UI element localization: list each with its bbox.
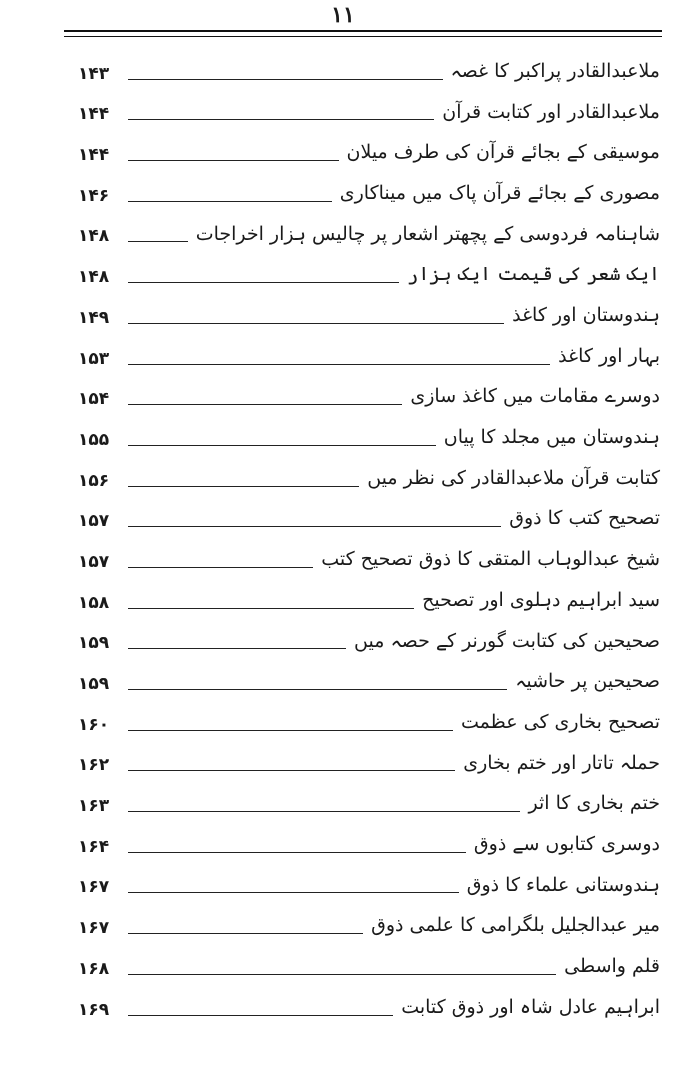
toc-page-number: ۱۶۸ bbox=[78, 958, 110, 979]
toc-page-number: ۱۶۷ bbox=[78, 918, 110, 939]
toc-page-number: ۱۴۶ bbox=[78, 185, 110, 206]
toc-page-number: ۱۶۳ bbox=[78, 796, 110, 817]
toc-entry bbox=[78, 778, 660, 819]
toc-entry bbox=[78, 819, 660, 860]
toc-entry bbox=[78, 290, 660, 331]
page-number: ۱۱ bbox=[331, 2, 355, 28]
toc-entry bbox=[78, 616, 660, 657]
toc-title: ابراہیم عادل شاہ اور ذوق کتابت bbox=[401, 995, 660, 1018]
toc-leader-line bbox=[128, 974, 556, 975]
toc-title: شیخ عبدالوہاب المتقی کا ذوق تصحیح کتب bbox=[321, 548, 660, 571]
toc-entry bbox=[78, 900, 660, 941]
toc-title: تصحیح بخاری کی عظمت bbox=[461, 710, 660, 733]
toc-title: ملاعبدالقادر پراکبر کا غصہ bbox=[450, 59, 660, 82]
toc-title: قلم واسطی bbox=[564, 955, 660, 978]
toc-leader-line bbox=[128, 689, 507, 690]
toc-leader-line bbox=[128, 160, 339, 161]
toc-title: سید ابراہیم دہلوی اور تصحیح bbox=[422, 588, 660, 611]
toc-entry bbox=[78, 860, 660, 901]
header-rule-thick bbox=[64, 30, 662, 32]
toc-page-number: ۱۶۲ bbox=[78, 755, 110, 776]
toc-title: ملاعبدالقادر اور کتابت قرآن bbox=[442, 100, 660, 123]
toc-leader-line bbox=[128, 404, 402, 405]
toc-leader-line bbox=[128, 852, 466, 853]
toc-entry bbox=[78, 494, 660, 535]
toc-entry bbox=[78, 372, 660, 413]
toc-leader-line bbox=[128, 730, 453, 731]
toc-page-number: ۱۵۳ bbox=[78, 348, 110, 369]
toc-title: ختم بخاری کا اثر bbox=[528, 792, 660, 815]
toc-leader-line bbox=[128, 526, 501, 527]
toc-page-number: ۱۴۳ bbox=[78, 63, 110, 84]
toc-title: ہندوستان اور کاغذ bbox=[512, 304, 660, 327]
toc-title: ایک شعر کی قیمت ایک ہزار bbox=[407, 263, 660, 286]
toc-leader-line bbox=[128, 811, 520, 812]
toc-leader-line bbox=[128, 770, 455, 771]
toc-title: بہار اور کاغذ bbox=[558, 344, 660, 367]
toc-page-number: ۱۶۹ bbox=[78, 999, 110, 1020]
toc-page-number: ۱۵۸ bbox=[78, 592, 110, 613]
toc-page-number: ۱۴۸ bbox=[78, 226, 110, 247]
toc-entry bbox=[78, 941, 660, 982]
toc-title: صحیحین پر حاشیہ bbox=[515, 670, 660, 693]
toc-page-number: ۱۴۴ bbox=[78, 145, 110, 166]
toc-leader-line bbox=[128, 608, 414, 609]
toc-entry bbox=[78, 453, 660, 494]
toc-leader-line bbox=[128, 933, 363, 934]
toc-page-number: ۱۶۷ bbox=[78, 877, 110, 898]
toc-leader-line bbox=[128, 364, 550, 365]
toc-leader-line bbox=[128, 201, 332, 202]
toc-entry bbox=[78, 534, 660, 575]
toc-page-number: ۱۶۰ bbox=[78, 714, 110, 735]
toc-title: شاہنامہ فردوسی کے پچھتر اشعار پر چالیس ہزار اخراجات bbox=[195, 222, 660, 245]
toc-page-number: ۱۴۴ bbox=[78, 104, 110, 125]
toc-entry bbox=[78, 697, 660, 738]
table-of-contents bbox=[78, 46, 660, 1023]
toc-page-number: ۱۴۸ bbox=[78, 267, 110, 288]
toc-leader-line bbox=[128, 323, 504, 324]
toc-title: کتابت قرآن ملاعبدالقادر کی نظر میں bbox=[367, 466, 660, 489]
toc-entry bbox=[78, 168, 660, 209]
toc-title: ہندوستان میں مجلد کا پیاں bbox=[443, 426, 660, 449]
toc-page-number: ۱۵۹ bbox=[78, 633, 110, 654]
toc-entry bbox=[78, 209, 660, 250]
toc-entry bbox=[78, 46, 660, 87]
toc-title: دوسرے مقامات میں کاغذ سازی bbox=[410, 385, 660, 408]
toc-title: میر عبدالجلیل بلگرامی کا علمی ذوق bbox=[371, 914, 660, 937]
toc-leader-line bbox=[128, 567, 313, 568]
toc-leader-line bbox=[128, 119, 434, 120]
toc-leader-line bbox=[128, 1015, 393, 1016]
toc-page-number: ۱۵۵ bbox=[78, 429, 110, 450]
toc-title: حملہ تاتار اور ختم بخاری bbox=[463, 751, 660, 774]
toc-page-number: ۱۵۷ bbox=[78, 551, 110, 572]
toc-page-number: ۱۵۶ bbox=[78, 470, 110, 491]
toc-entry bbox=[78, 331, 660, 372]
toc-title: ہندوستانی علماء کا ذوق bbox=[466, 873, 660, 896]
toc-entry bbox=[78, 656, 660, 697]
toc-page-number: ۱۴۹ bbox=[78, 307, 110, 328]
toc-title: تصحیح کتب کا ذوق bbox=[509, 507, 660, 530]
toc-entry bbox=[78, 249, 660, 290]
toc-entry bbox=[78, 87, 660, 128]
toc-page-number: ۱۵۴ bbox=[78, 389, 110, 410]
toc-leader-line bbox=[128, 282, 399, 283]
toc-leader-line bbox=[128, 486, 359, 487]
toc-leader-line bbox=[128, 79, 443, 80]
toc-leader-line bbox=[128, 892, 459, 893]
toc-entry bbox=[78, 127, 660, 168]
toc-page-number: ۱۵۹ bbox=[78, 674, 110, 694]
toc-page-number: ۱۵۷ bbox=[78, 511, 110, 532]
header-rule-thin bbox=[64, 36, 662, 37]
toc-entry bbox=[78, 982, 660, 1023]
toc-page-number: ۱۶۴ bbox=[78, 836, 110, 857]
toc-title: موسیقی کے بجائے قرآن کی طرف میلان bbox=[346, 141, 660, 164]
toc-title: مصوری کے بجائے قرآن پاک میں میناکاری bbox=[339, 181, 660, 204]
toc-leader-line bbox=[128, 445, 436, 446]
toc-entry bbox=[78, 575, 660, 616]
toc-leader-line bbox=[128, 648, 346, 649]
toc-title: دوسری کتابوں سے ذوق bbox=[473, 832, 660, 855]
toc-title: صحیحین کی کتابت گورنر کے حصہ میں bbox=[354, 629, 660, 652]
toc-entry bbox=[78, 738, 660, 779]
toc-leader-line bbox=[128, 241, 188, 242]
toc-entry bbox=[78, 412, 660, 453]
